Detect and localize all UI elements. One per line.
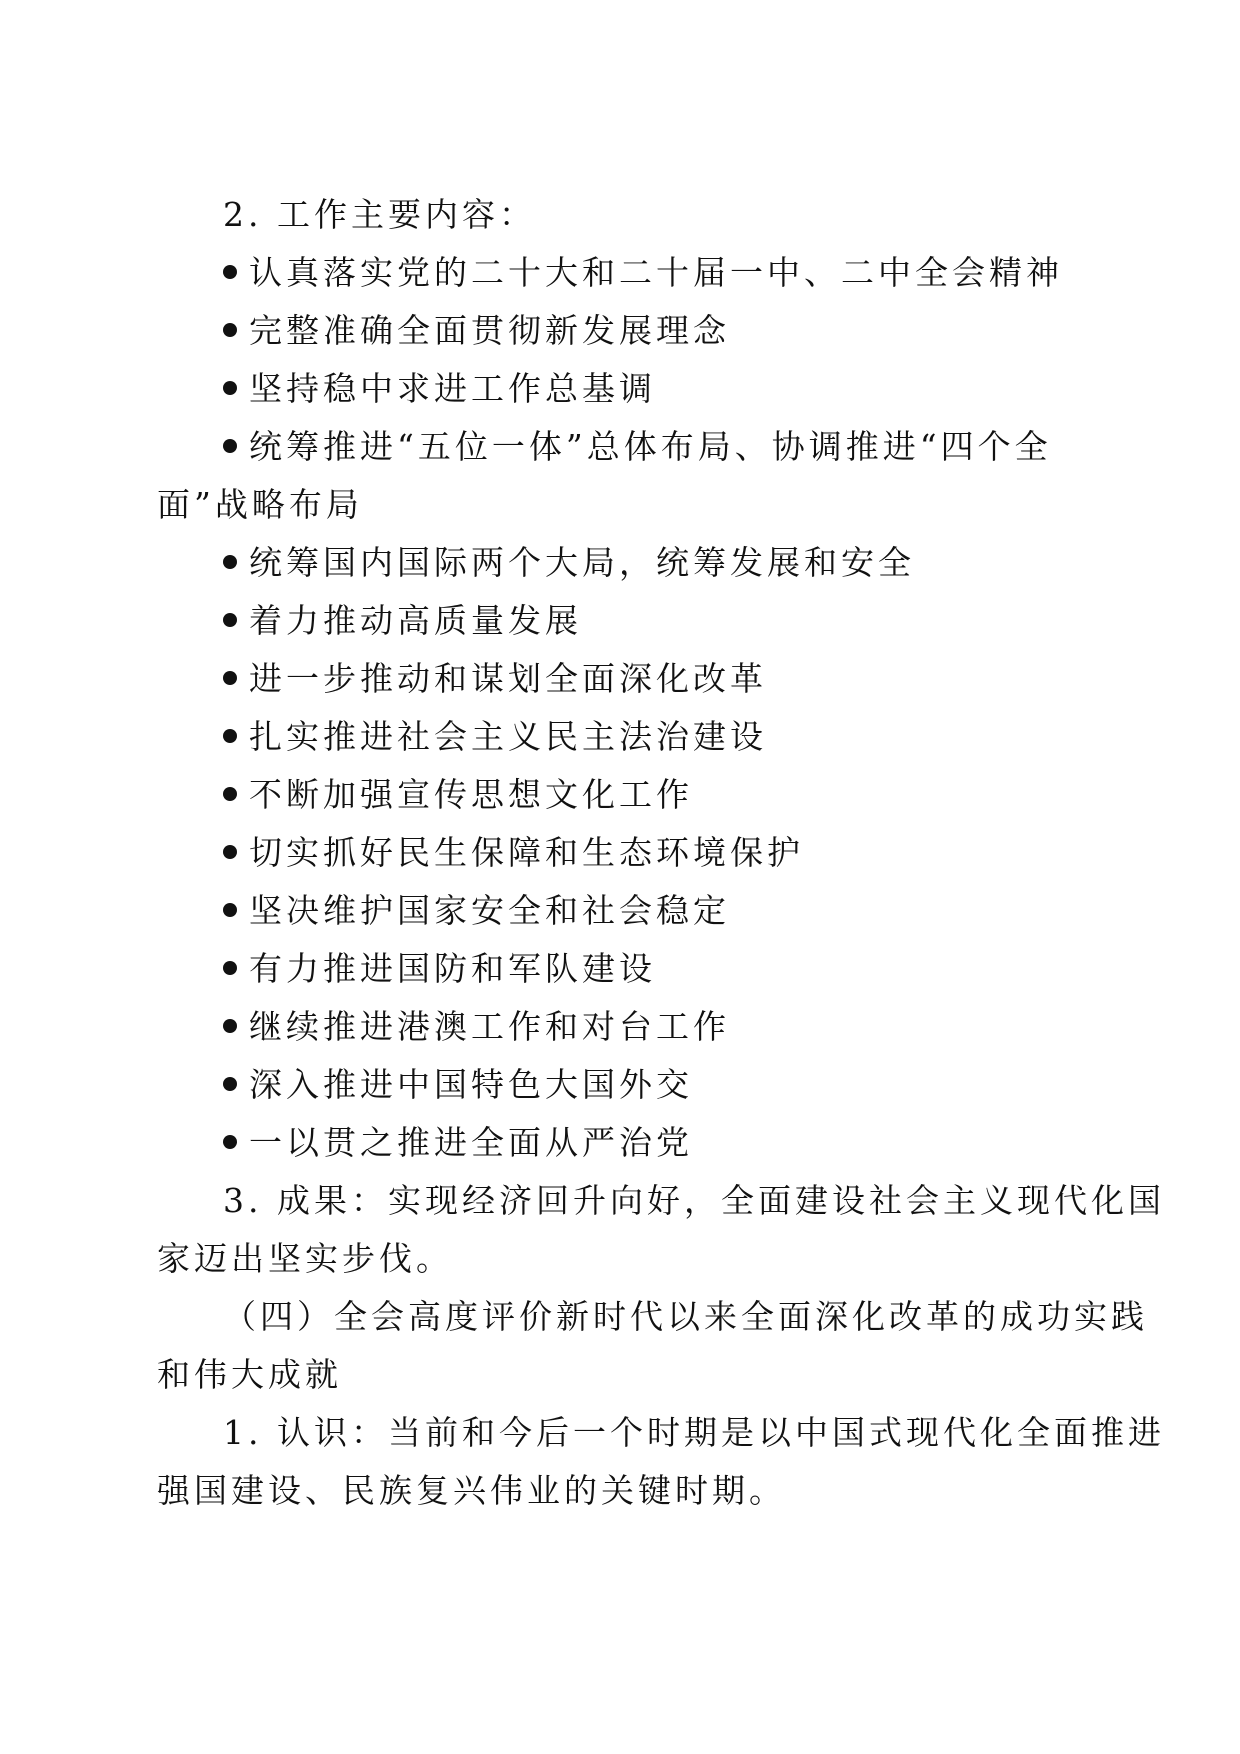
list-item: 有力推进国防和军队建设 [157,940,1062,998]
bullet-icon [223,961,237,975]
list-item-wrapped-line2: 面”战略布局 [157,485,363,524]
section-heading-work-content: 2. 工作主要内容： [223,195,536,234]
section-four-heading-line1: （四）全会高度评价新时代以来全面深化改革的成功实践 [223,1297,1148,1336]
section-four-heading-line2: 和伟大成就 [157,1355,342,1394]
bullet-icon [223,323,237,337]
bullet-icon [223,265,237,279]
section-results-line2: 家迈出坚实步伐。 [157,1239,453,1278]
list-item: 一以贯之推进全面从严治党 [157,1114,1062,1172]
list-item: 继续推进港澳工作和对台工作 [157,998,1062,1056]
section-understanding-line2: 强国建设、民族复兴伟业的关键时期。 [157,1471,786,1510]
list-item: 不断加强宣传思想文化工作 [157,766,1062,824]
bullet-icon [223,1019,237,1033]
bullet-icon [223,613,237,627]
list-item: 扎实推进社会主义民主法治建设 [157,708,1062,766]
list-item: 认真落实党的二十大和二十届一中、二中全会精神 [157,244,1062,302]
bullet-icon [223,845,237,859]
section-understanding-line1: 1. 认识：当前和今后一个时期是以中国式现代化全面推进 [223,1413,1165,1452]
bullet-icon [223,671,237,685]
list-item: 坚持稳中求进工作总基调 [157,360,1062,418]
bullet-icon [223,439,237,453]
list-item: 进一步推动和谋划全面深化改革 [157,650,1062,708]
bullet-icon [223,787,237,801]
document-body [157,186,1165,1520]
bullet-icon [223,555,237,569]
list-item: 深入推进中国特色大国外交 [157,1056,1062,1114]
list-item: 切实抓好民生保障和生态环境保护 [157,824,1062,882]
list-item: 坚决维护国家安全和社会稳定 [157,882,1062,940]
bullet-icon [223,729,237,743]
bullet-icon [223,1077,237,1091]
list-item: 着力推动高质量发展 [157,592,1062,650]
list-item: 统筹国内国际两个大局，统筹发展和安全 [157,534,1062,592]
bullet-icon [223,381,237,395]
list-item: 完整准确全面贯彻新发展理念 [157,302,1062,360]
section-results-line1: 3. 成果：实现经济回升向好，全面建设社会主义现代化国 [223,1181,1165,1220]
bullet-icon [223,903,237,917]
bullet-icon [223,1135,237,1149]
list-item-wrapped-line1: 统筹推进“五位一体”总体布局、协调推进“四个全 [157,418,1062,476]
